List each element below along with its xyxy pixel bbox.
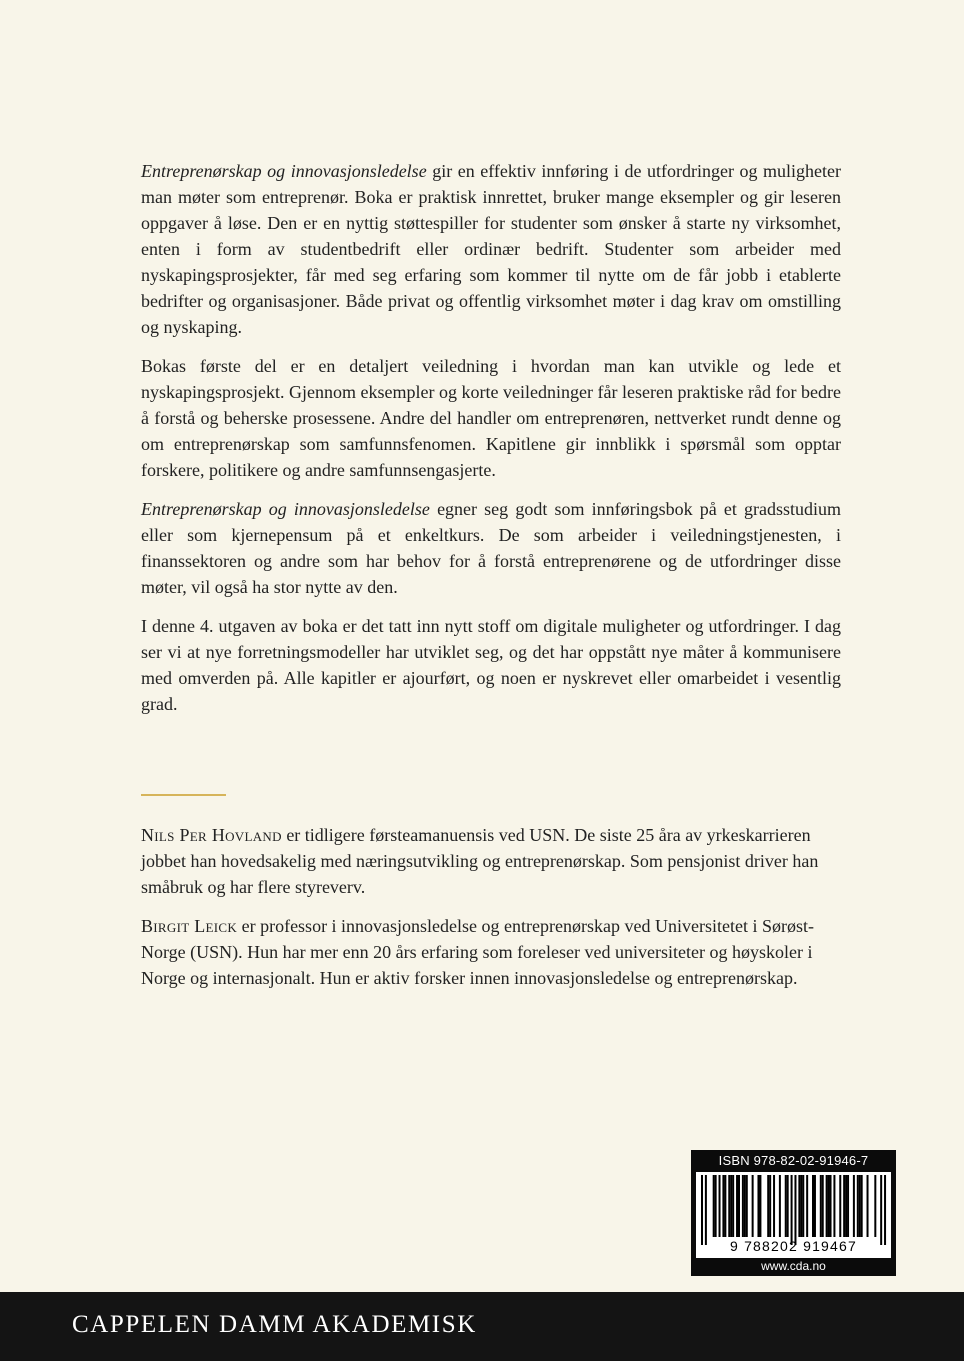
barcode-bar	[715, 1175, 717, 1237]
barcode-bar	[791, 1175, 793, 1245]
barcode-bar	[794, 1175, 796, 1245]
barcode-bar	[874, 1175, 876, 1237]
barcode-bar	[752, 1175, 754, 1237]
barcode-bar	[830, 1175, 832, 1237]
blurb-paragraph-1	[141, 158, 841, 340]
barcode-bar	[884, 1175, 886, 1245]
barcode-bar	[759, 1175, 761, 1237]
barcode-bar	[820, 1175, 822, 1237]
book-title-italic: Entreprenørskap og innovasjonsledelse	[141, 499, 430, 519]
barcode-bar	[746, 1175, 748, 1237]
barcode-bar	[880, 1175, 882, 1245]
blurb-paragraph-3	[141, 496, 841, 600]
barcode-bar	[798, 1175, 800, 1237]
barcode-bar	[859, 1175, 861, 1237]
barcode-bar	[812, 1175, 814, 1237]
barcode-bar	[839, 1175, 841, 1237]
barcode-bar	[822, 1175, 824, 1237]
barcode-bar	[732, 1175, 734, 1237]
barcode-bar	[769, 1175, 771, 1237]
barcode-bar	[814, 1175, 816, 1237]
isbn-barcode-block	[691, 1150, 896, 1276]
barcode-bar	[736, 1175, 738, 1237]
blurb	[141, 158, 841, 730]
barcode-bar	[757, 1175, 759, 1237]
barcode-bar	[713, 1175, 715, 1237]
author-bio	[141, 822, 841, 900]
barcode-bar	[861, 1175, 863, 1237]
barcode-bar	[785, 1175, 787, 1237]
author-name: Birgit Leick	[141, 916, 238, 936]
barcode-bar	[730, 1175, 732, 1237]
barcode-bar	[738, 1175, 740, 1237]
barcode-bar	[867, 1175, 869, 1237]
barcode-bar	[828, 1175, 830, 1237]
barcode	[696, 1172, 891, 1258]
author-bios	[141, 822, 841, 1004]
barcode-bar	[800, 1175, 802, 1237]
book-title-italic: Entreprenørskap og innovasjonsledelse	[141, 161, 427, 181]
publisher-website: www.cda.no	[761, 1259, 826, 1273]
divider-rule	[141, 794, 226, 796]
publisher-footer	[0, 1292, 964, 1361]
blurb-paragraph-1-text: gir en effektiv innføring i de utfordringer og muligheter man møter som entreprenør. Boka er praktisk innrettet, bruker mange eksempler og gir leseren oppgaver å løse. Den er en nyttig støttespiller for studenter som ønsker å starte ny virksomhet, enten i form av studentbedrift eller ordinær bedrift. Studenter som arbeider med nyskapingsprosjekter, får med seg erfaring som kommer til nytte om de får jobb i etablerte bedrifter og organisasjoner. Både privat og offentlig virksomhet møter i dag krav om omstilling og nyskaping.	[141, 161, 841, 337]
barcode-bar	[701, 1175, 703, 1245]
barcode-bar	[744, 1175, 746, 1237]
blurb-paragraph-2: Bokas første del er en detaljert veiledning i hvordan man kan utvikle og lede et nyskapingsprosjekt. Gjennom eksempler og korte veiledninger får leseren praktiske råd for bedre å forstå og beherske prosessene. Andre del handler om entreprenøren, nettverket rundt denne og om entreprenørskap som samfunnsfenomen. Kapitlene gir innblikk i spørsmål som opptar forskere, politikere og andre samfunnsengasjerte.	[141, 356, 841, 480]
barcode-bar	[724, 1175, 726, 1237]
barcode-digits: 9 788202 919467	[730, 1238, 857, 1254]
barcode-bar	[742, 1175, 744, 1237]
barcode-bar	[773, 1175, 775, 1237]
publisher-logo: CAPPELEN DAMM AKADEMISK	[72, 1311, 477, 1338]
barcode-bar	[857, 1175, 859, 1237]
barcode-bar	[806, 1175, 808, 1237]
isbn-label: ISBN 978-82-02-91946-7	[718, 1153, 869, 1168]
author-bio-text: er tidligere førsteamanuensis ved USN. De siste 25 åra av yrkeskarrieren jobbet han hovedsakelig med næringsutvikling og entreprenørskap. Som pensjonist driver han småbruk og har flere styreverv.	[141, 825, 819, 897]
barcode-bar	[843, 1175, 845, 1237]
blurb-paragraph-4: I denne 4. utgaven av boka er det tatt inn nytt stoff om digitale muligheter og utfordringer. I dag ser vi at nye forretningsmodeller har utviklet seg, og det har oppstått nye måter å kommunisere med omverden på. Alle kapitler er ajourført, og noen er nyskrevet eller omarbeidet i vesentlig grad.	[141, 616, 841, 714]
barcode-bar	[833, 1175, 835, 1237]
barcode-bar	[728, 1175, 730, 1237]
barcode-bar	[826, 1175, 828, 1237]
barcode-bar	[853, 1175, 855, 1237]
barcode-bar	[705, 1175, 707, 1245]
author-bio	[141, 913, 841, 991]
barcode-bar	[719, 1175, 721, 1237]
barcode-bar	[847, 1175, 849, 1237]
author-name: Nils Per Hovland	[141, 825, 282, 845]
barcode-bar	[845, 1175, 847, 1237]
barcode-bar	[779, 1175, 781, 1237]
author-bio-text: er professor i innovasjonsledelse og entreprenørskap ved Universitetet i Sørøst-Norge (USN). Hun har mer enn 20 års erfaring som foreleser ved universiteter og høyskoler i Norge og internasjonalt. Hun er aktiv forsker innen innovasjonsledelse og entreprenørskap.	[141, 916, 814, 988]
barcode-bar	[787, 1175, 789, 1237]
barcode-bar	[767, 1175, 769, 1237]
barcode-bar	[722, 1175, 724, 1237]
barcode-bar	[802, 1175, 804, 1237]
blurb-paragraph-3-text: egner seg godt som innføringsbok på et gradsstudium eller som kjernepensum på et enkeltkurs. De som arbeider i veiledningstjenesten, i finanssektoren og andre som har behov for å forstå entreprenørene og de utfordringer disse møter, vil også ha stor nytte av den.	[141, 499, 842, 597]
